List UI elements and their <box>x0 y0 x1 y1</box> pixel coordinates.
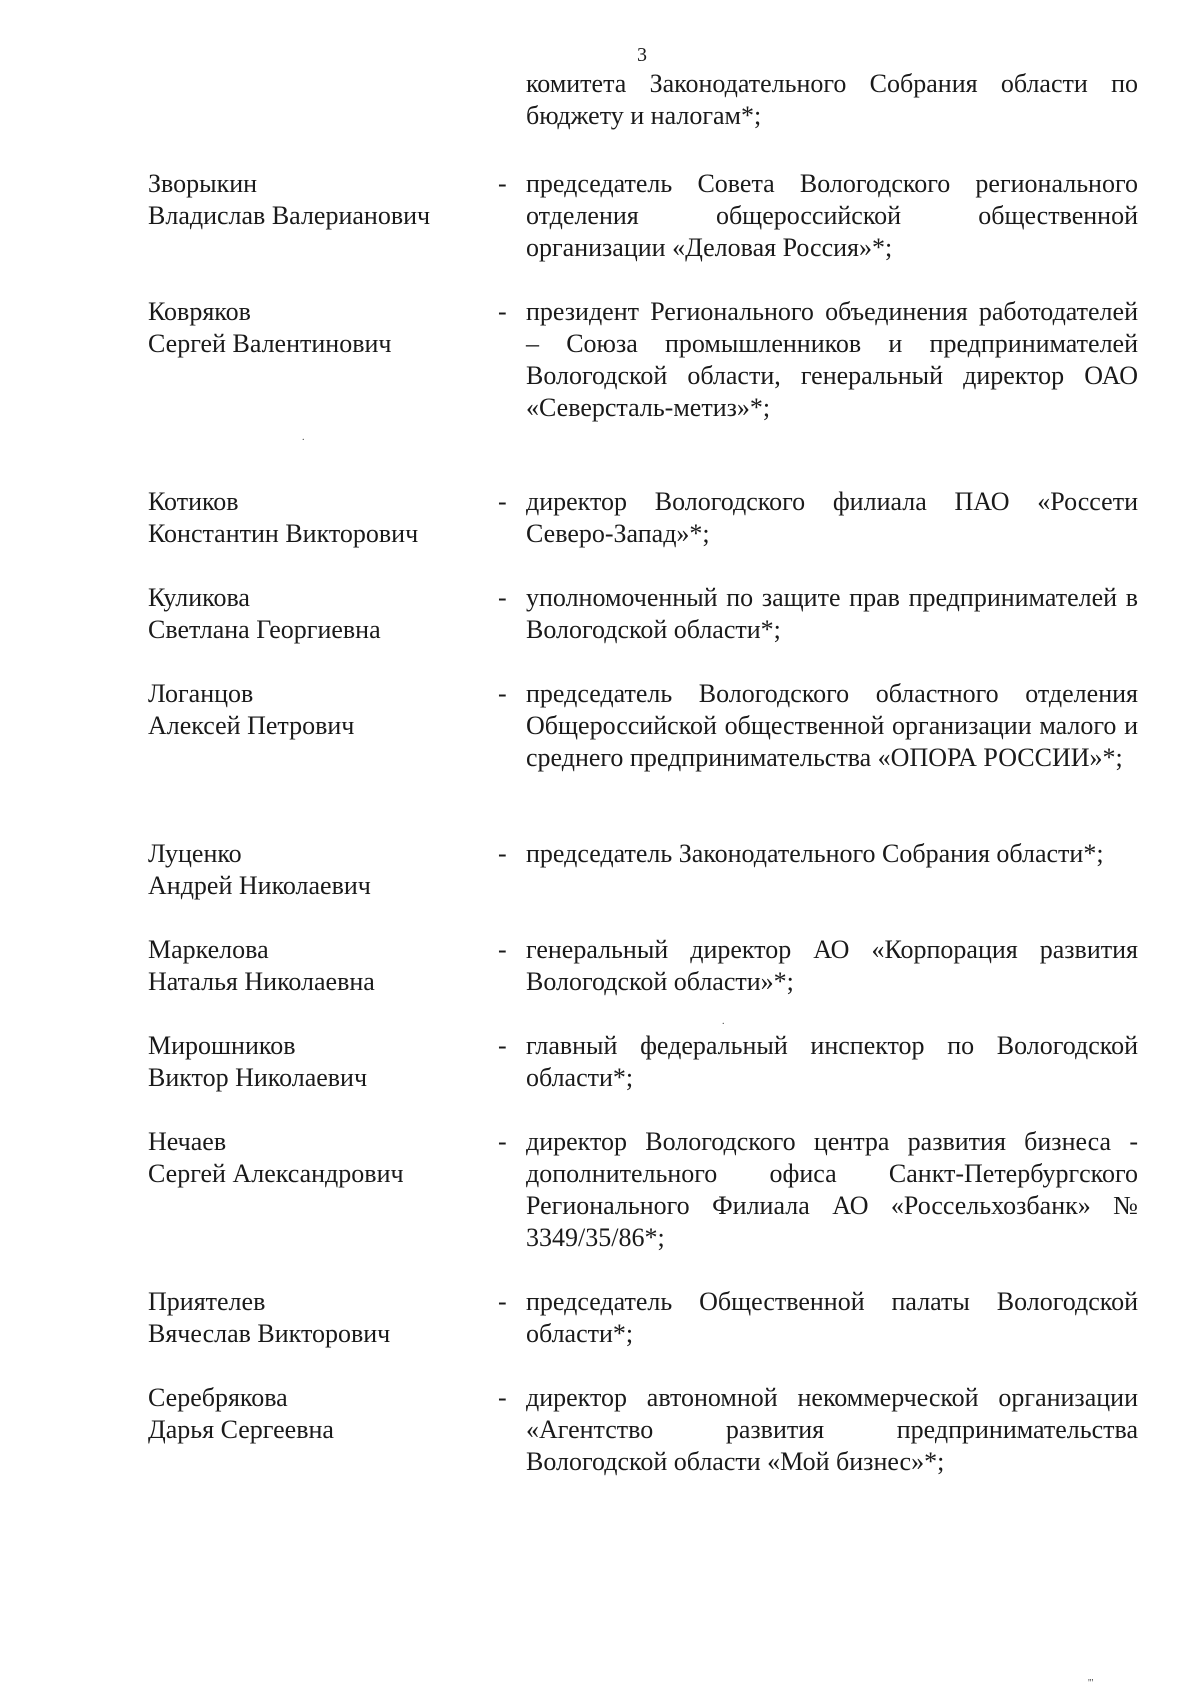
entry-dash: - <box>498 839 507 868</box>
member-surname: Серебрякова <box>148 1383 288 1412</box>
page-number: 3 <box>637 44 647 66</box>
entry-dash: - <box>498 935 507 964</box>
member-given-names: Виктор Николаевич <box>148 1063 368 1092</box>
member-given-names: Андрей Николаевич <box>148 871 371 900</box>
member-surname: Котиков <box>148 487 239 516</box>
member-name <box>148 1030 488 1094</box>
member-role: председатель Совета Вологодского регионального отделения общероссийской общественной организации «Деловая Россия»*; <box>526 169 1138 262</box>
entry-dash: - <box>498 487 507 516</box>
member-surname: Маркелова <box>148 935 269 964</box>
member-name <box>148 1286 488 1350</box>
member-given-names: Владислав Валерианович <box>148 201 431 230</box>
member-surname: Зворыкин <box>148 169 258 198</box>
member-name <box>148 1126 488 1190</box>
member-given-names: Сергей Валентинович <box>148 329 392 358</box>
scan-speck: . <box>722 1016 725 1027</box>
member-given-names: Вячеслав Викторович <box>148 1319 391 1348</box>
member-role: председатель Вологодского областного отделения Общероссийской общественной организации малого и среднего предпринимательства «ОПОРА РОССИИ»*; <box>526 679 1138 772</box>
member-surname: Нечаев <box>148 1127 227 1156</box>
member-given-names: Константин Викторович <box>148 519 419 548</box>
member-role: директор автономной некоммерческой организации «Агентство развития предпринимательства Вологодской области «Мой бизнес»*; <box>526 1383 1138 1476</box>
entry-dash: - <box>498 1287 507 1316</box>
entry-dash: - <box>498 169 507 198</box>
member-role: директор Вологодского центра развития бизнеса - дополнительного офиса Санкт-Петербургского Регионального Филиала АО «Россельхозбанк» № 3349/35/86*; <box>526 1127 1138 1252</box>
member-role: председатель Законодательного Собрания области*; <box>526 839 1104 868</box>
continuation-text: комитета Законодательного Собрания области по бюджету и налогам*; <box>526 69 1138 130</box>
member-name <box>148 296 488 360</box>
member-name <box>148 678 488 742</box>
entry-dash: - <box>498 297 507 326</box>
member-given-names: Сергей Александрович <box>148 1159 404 1188</box>
entry-dash: - <box>498 583 507 612</box>
member-name <box>148 486 488 550</box>
member-given-names: Наталья Николаевна <box>148 967 375 996</box>
entry-dash: - <box>498 679 507 708</box>
member-role: главный федеральный инспектор по Вологодской области*; <box>526 1031 1138 1092</box>
member-role: директор Вологодского филиала ПАО «Россети Северо-Запад»*; <box>526 487 1138 548</box>
member-surname: Логанцов <box>148 679 254 708</box>
member-given-names: Дарья Сергеевна <box>148 1415 334 1444</box>
member-surname: Луценко <box>148 839 242 868</box>
member-role: президент Регионального объединения работодателей – Союза промышленников и предпринимателей Вологодской области, генеральный директор ОАО «Северсталь-метиз»*; <box>526 297 1138 422</box>
scan-speck: . <box>302 432 305 443</box>
member-role: председатель Общественной палаты Вологодской области*; <box>526 1287 1138 1348</box>
member-name <box>148 838 488 902</box>
member-surname: Приятелев <box>148 1287 266 1316</box>
member-surname: Куликова <box>148 583 250 612</box>
entry-dash: - <box>498 1127 507 1156</box>
scan-speck: ''' <box>1088 1678 1094 1689</box>
member-surname: Ковряков <box>148 297 251 326</box>
member-given-names: Алексей Петрович <box>148 711 355 740</box>
entry-dash: - <box>498 1031 507 1060</box>
member-surname: Мирошников <box>148 1031 296 1060</box>
member-name <box>148 934 488 998</box>
member-given-names: Светлана Георгиевна <box>148 615 381 644</box>
member-role: уполномоченный по защите прав предпринимателей в Вологодской области*; <box>526 583 1138 644</box>
member-name <box>148 1382 488 1446</box>
entry-dash: - <box>498 1383 507 1412</box>
member-role: генеральный директор АО «Корпорация развития Вологодской области»*; <box>526 935 1138 996</box>
member-name <box>148 168 488 232</box>
member-name <box>148 582 488 646</box>
